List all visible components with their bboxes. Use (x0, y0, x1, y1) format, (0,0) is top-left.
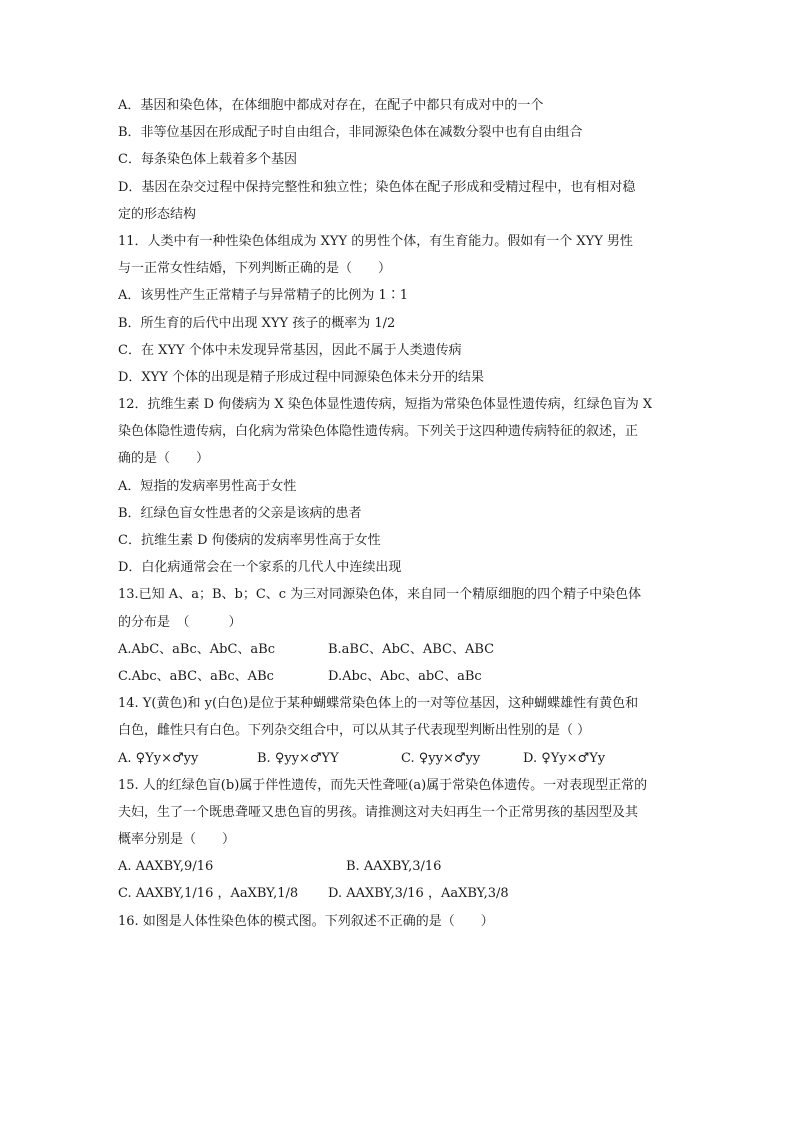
q11-option-b: B．所生育的后代中出现 XYY 孩子的概率为 1/2 (118, 315, 396, 331)
q11-option-a: A．该男性产生正常精子与异常精子的比例为 1∶1 (118, 288, 409, 304)
q15-option-b: B. AAXBY,3/16 (346, 859, 442, 875)
q14-stem-line1: 14. Y(黄色)和 y(白色)是位于某种蝴蝶常染色体上的一对等位基因，这种蝴蝶雄性有黄色和 (118, 696, 639, 712)
q10-option-b: B．非等位基因在形成配子时自由组合，非同源染色体在减数分裂中也有自由组合 (118, 125, 583, 141)
q14-option-b: B. ♀yy×♂YY (257, 750, 339, 766)
q15-option-c: C. AAXBY,1/16 ，AaXBY,1/8 (118, 886, 299, 902)
q14-option-d: D. ♀Yy×♂Yy (523, 750, 606, 766)
q13-option-b: B.aBC、AbC、ABC、ABC (328, 641, 495, 657)
q13-option-a: A.AbC、aBc、AbC、aBc (118, 641, 276, 657)
worksheet-page (118, 92, 678, 935)
q13-options-row2 (118, 663, 678, 690)
q15-stem-line3: 概率分别是（ ） (118, 832, 236, 848)
q13-stem-line1: 13.已知 A、a；B、b；C、c 为三对同源染色体，来自同一个精原细胞的四个精子中染色体 (118, 587, 642, 603)
q14-option-c: C. ♀yy×♂yy (401, 750, 481, 766)
q13-options-row1 (118, 636, 678, 663)
q12-stem-line2: 染色体隐性遗传病，白化病为常染色体隐性遗传病。下列关于这四种遗传病特征的叙述，正 (118, 424, 639, 440)
q11-stem-line2: 与一正常女性结婚，下列判断正确的是（ ） (118, 261, 392, 277)
q11-option-d: D．XYY 个体的出现是精子形成过程中同源染色体未分开的结果 (118, 369, 484, 385)
q15-options-row1 (118, 853, 678, 880)
q15-option-a: A. AAXBY,9/16 (118, 859, 214, 875)
q16-stem-line1: 16. 如图是人体性染色体的模式图。下列叙述不正确的是（ ） (118, 913, 494, 929)
q14-options-row (118, 745, 678, 772)
q11-stem-line1: 11．人类中有一种性染色体组成为 XYY 的男性个体，有生育能力。假如有一个 XYY 男性 (118, 233, 633, 249)
q12-option-c: C．抗维生素 D 佝偻病的发病率男性高于女性 (118, 533, 381, 548)
q13-option-c: C.Abc、aBC、aBc、ABc (118, 668, 274, 684)
q12-stem-line1: 12．抗维生素 D 佝偻病为 X 染色体显性遗传病，短指为常染色体显性遗传病，红绿色盲为 X (118, 397, 653, 413)
q12-stem-line3: 确的是（ ） (118, 451, 210, 467)
q10-option-d-line2: 定的形态结构 (118, 206, 197, 222)
q15-stem-line2: 夫妇，生了一个既患聋哑又患色盲的男孩。请推测这对夫妇再生一个正常男孩的基因型及其 (118, 804, 639, 820)
q14-option-a: A. ♀Yy×♂yy (118, 750, 199, 766)
q12-option-a: A．短指的发病率男性高于女性 (118, 478, 297, 494)
q11-option-c: C．在 XYY 个体中未发现异常基因，因此不属于人类遗传病 (118, 342, 462, 358)
q13-option-d: D.Abc、Abc、abC、aBc (328, 668, 482, 684)
q15-stem-line1: 15. 人的红绿色盲(b)属于伴性遗传，而先天性聋哑(a)属于常染色体遗传。一对表现型正常的 (118, 777, 648, 793)
q10-option-a: A．基因和染色体，在体细胞中都成对存在，在配子中都只有成对中的一个 (118, 98, 544, 113)
q12-option-b: B．红绿色盲女性患者的父亲是该病的患者 (118, 505, 362, 521)
q10-option-d-line1: D．基因在杂交过程中保持完整性和独立性；染色体在配子形成和受精过程中，也有相对稳 (118, 179, 636, 195)
q15-option-d: D. AAXBY,3/16 ，AaXBY,3/8 (328, 886, 509, 902)
q14-stem-line2: 白色，雌性只有白色。下列杂交组合中，可以从其子代表现型判断出性别的是（ ） (118, 723, 591, 739)
q12-option-d: D．白化病通常会在一个家系的几代人中连续出现 (118, 560, 402, 576)
q10-option-c: C．每条染色体上载着多个基因 (118, 152, 297, 168)
q15-options-row2 (118, 880, 678, 907)
q13-stem-line2: 的分布是 （ ） (118, 614, 242, 630)
